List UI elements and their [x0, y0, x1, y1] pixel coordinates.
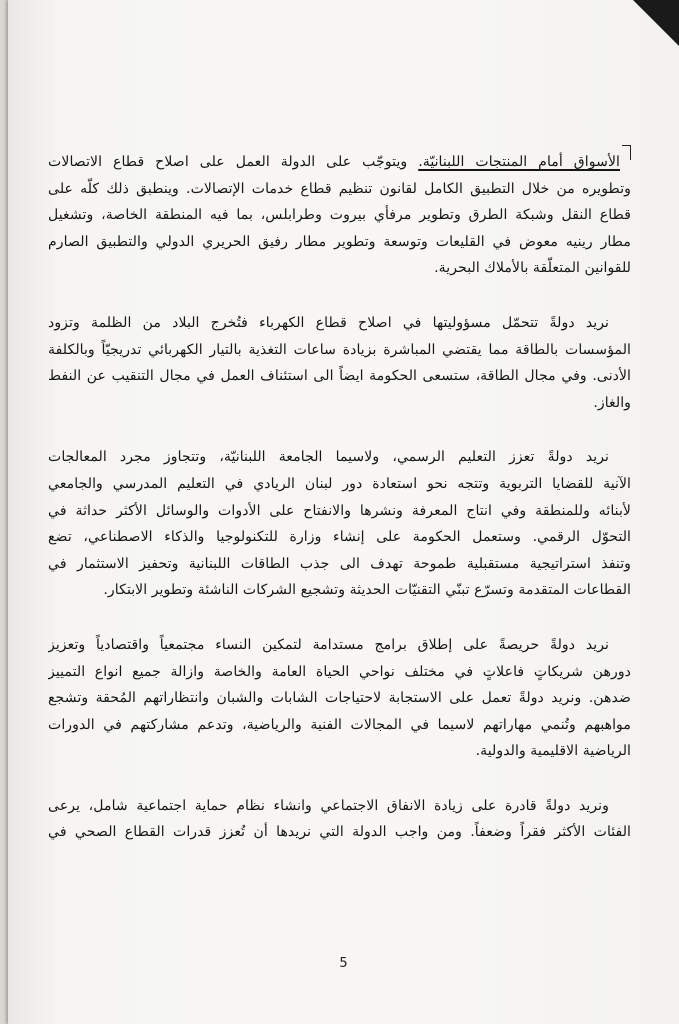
text-line: دورهن شريكاتٍ فاعلاتٍ في مختلف نواحي الحياة العامة والخاصة وازالة جميع انواع التمييز — [48, 663, 631, 680]
paragraphs — [48, 176, 631, 846]
text-line: والغاز. — [593, 394, 631, 411]
text-line: مواهبهم وتُنمي مهاراتهم لاسيما في المجالات الفنية والرياضية، وتدعم مشاركتهم في الدورات — [48, 716, 631, 733]
paragraph — [48, 176, 631, 282]
text-line: نريد دولةً تتحمّل مسؤوليتها في اصلاح قطاع الكهرباء فتُخرج البلاد من الظلمة وتزود — [48, 314, 609, 331]
page-number: 5 — [339, 956, 348, 971]
paragraph — [48, 632, 631, 765]
text-line: الرياضية الاقليمية والدولية. — [475, 743, 631, 760]
paragraph — [48, 793, 631, 846]
text-line: وتطويره من خلال التطبيق الكامل لقانون تنظيم قطاع خدمات الإتصالات. وينطبق ذلك كلّه على — [48, 180, 631, 197]
paragraph-gap — [48, 765, 631, 793]
scan-corner-shadow — [633, 0, 679, 46]
text-line: القطاعات المتقدمة وتسرّع تبنّي التقنيّات الحديثة وتشجيع الشركات الناشئة وتطوير الابتكار. — [103, 582, 631, 599]
lead-line-rest: ويتوجّب على الدولة العمل على اصلاح قطاع الاتصالات — [48, 154, 419, 170]
document-page — [8, 0, 679, 1024]
text-line: الآنية للقضايا التربوية وتتجه نحو استعادة دور لبنان الريادي في التعليم المدرسي والجامعي — [48, 475, 631, 492]
underlined-phrase: الأسواق أمام المنتجات اللبنانيّة. — [418, 154, 620, 170]
paragraph-gap — [48, 604, 631, 632]
text-line: قطاع النقل وشبكة الطرق وتطوير مرفأي بيروت وطرابلس، بما فيه المنطقة الخاصة، وتشغيل — [48, 207, 631, 224]
text-line: للقوانين المتعلّقة بالأملاك البحرية. — [434, 260, 631, 277]
paragraph-gap — [48, 416, 631, 444]
text-line: نريد دولةً حريصةً على إطلاق برامج مستدامة لتمكين النساء مجتمعياً واقتصادياً وتعزيز — [48, 636, 609, 653]
text-line: الأدنى. وفي مجال الطاقة، ستسعى الحكومة ايضاً الى استئناف العمل في مجال التنقيب عن النفط — [48, 368, 631, 385]
paragraph-gap — [48, 282, 631, 310]
document-body — [48, 145, 631, 846]
text-line: نريد دولةً تعزز التعليم الرسمي، ولاسيما الجامعة اللبنانيّة، وتتجاوز مجرد المعالجات — [48, 449, 609, 466]
text-line: الفئات الأكثر فقراً وضعفاً. ومن واجب الدولة التي نريدها أن تُعزز قدرات القطاع الصحي في — [48, 824, 631, 841]
lead-line — [48, 145, 631, 176]
text-line: المؤسسات بالطاقة مما يقتضي المباشرة بزيادة ساعات التغذية بالتيار الكهربائي تدريجيّاً وبالكلفة — [48, 341, 631, 358]
text-line: لأبنائه وللمنطقة وفي انتاج المعرفة ونشرها والانفتاح على الأدوات والوسائل الأكثر حداثة في — [48, 502, 631, 519]
text-line: مطار رينيه معوض في القليعات وتوسعة وتطوير مطار رفيق الحريري الدولي والتطبيق الصارم — [48, 233, 631, 250]
handwritten-bracket-mark — [622, 145, 631, 160]
paragraph — [48, 444, 631, 604]
text-line: التحوّل الرقمي. وستعمل الحكومة على إنشاء وزارة للتكنولوجيا والذكاء الاصطناعي، تضع — [48, 529, 631, 546]
text-line: ونريد دولةً قادرة على زيادة الانفاق الاجتماعي وانشاء نظام حماية اجتماعية شامل، يرعى — [48, 797, 609, 814]
text-line: ضدهن. ونريد دولةً تعمل على الاستجابة لاحتياجات الشابات والشبان وانتظاراتهم المُحقة وتشجع — [48, 690, 631, 707]
text-line: وتنفذ استراتيجية مستقبلية طموحة تهدف الى جذب الطاقات اللبنانية وتحفيز الاستثمار في — [48, 555, 631, 572]
paragraph — [48, 310, 631, 416]
